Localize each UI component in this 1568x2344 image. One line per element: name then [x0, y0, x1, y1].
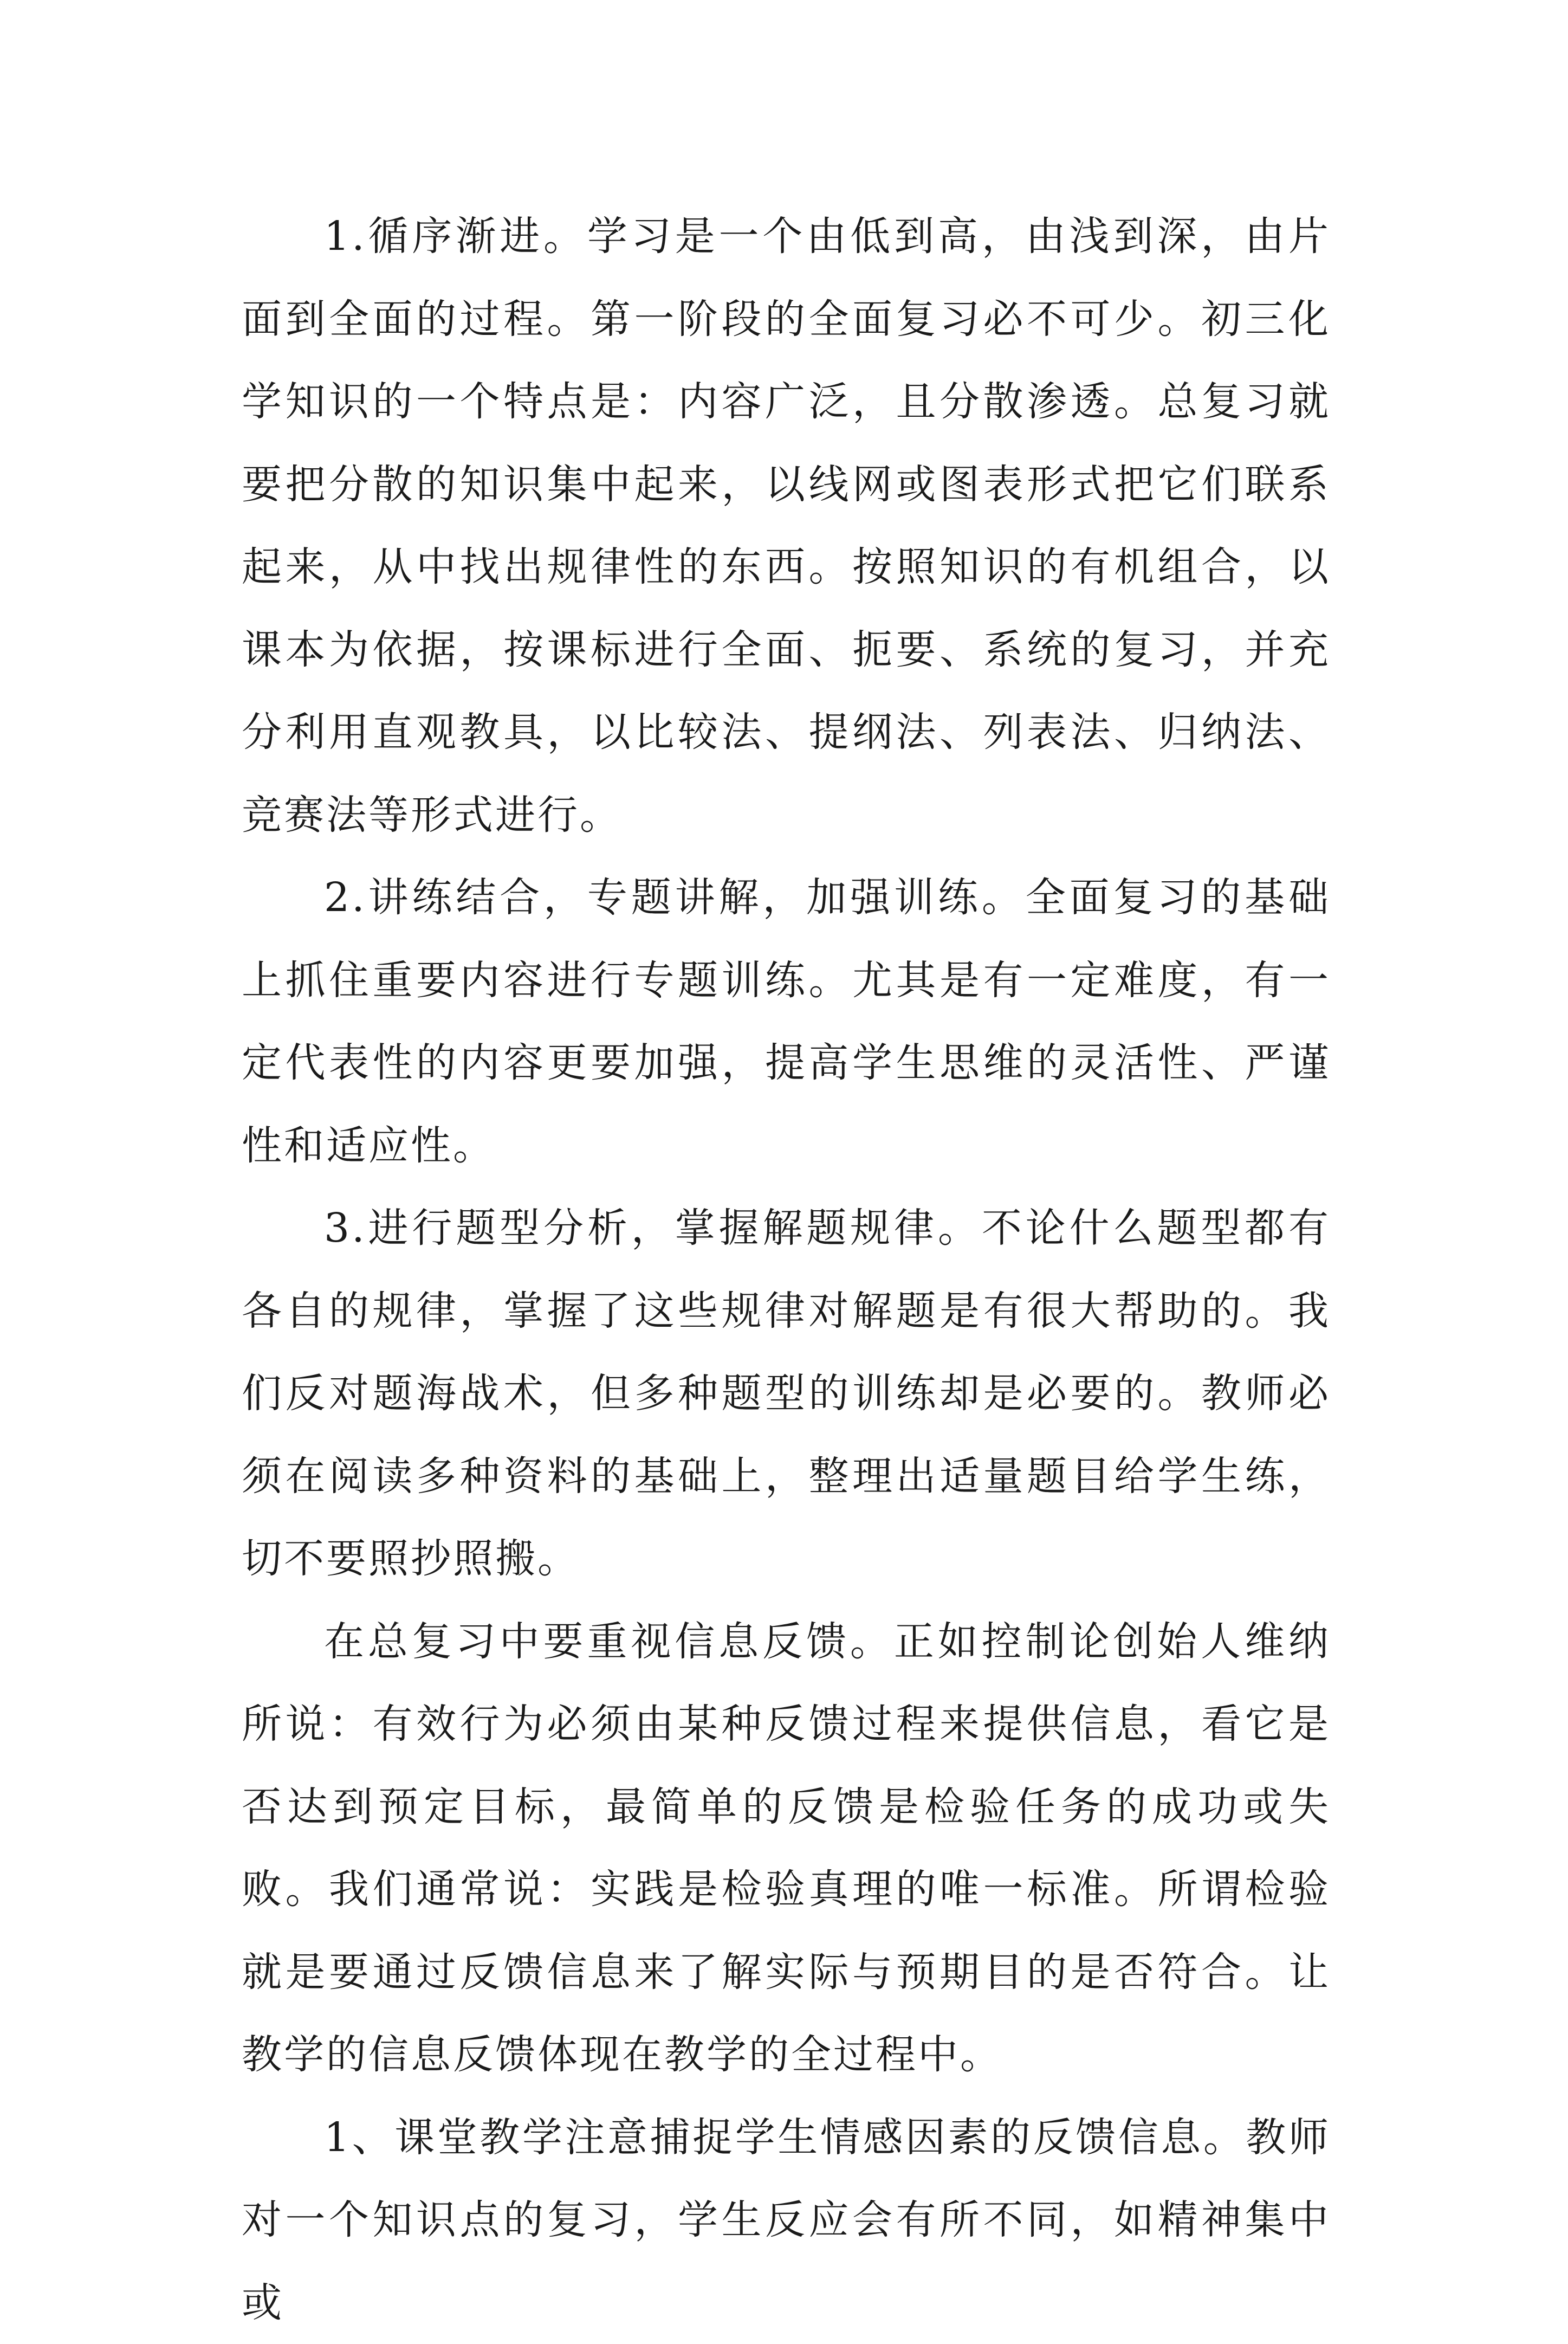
paragraph-question-type-analysis: 3.进行题型分析，掌握解题规律。不论什么题型都有各自的规律，掌握了这些规律对解题是有很大帮助的。我们反对题海战术，但多种题型的训练却是必要的。教师必须在阅读多种资料的基础上，整理出适量题目给学生练，切不要照抄照搬。 [242, 1187, 1331, 1600]
document-body [242, 195, 1331, 2344]
paragraph-classroom-feedback: 1、课堂教学注意捕捉学生情感因素的反馈信息。教师对一个知识点的复习，学生反应会有所不同，如精神集中或 [242, 2096, 1331, 2344]
paragraph-practice-combined: 2.讲练结合，专题讲解，加强训练。全面复习的基础上抓住重要内容进行专题训练。尤其是有一定难度，有一定代表性的内容更要加强，提高学生思维的灵活性、严谨性和适应性。 [242, 856, 1331, 1187]
paragraph-step-by-step: 1.循序渐进。学习是一个由低到高，由浅到深，由片面到全面的过程。第一阶段的全面复习必不可少。初三化学知识的一个特点是：内容广泛，且分散渗透。总复习就要把分散的知识集中起来，以线网或图表形式把它们联系起来，从中找出规律性的东西。按照知识的有机组合，以课本为依据，按课标进行全面、扼要、系统的复习，并充分利用直观教具，以比较法、提纲法、列表法、归纳法、竞赛法等形式进行。 [242, 195, 1331, 856]
paragraph-information-feedback: 在总复习中要重视信息反馈。正如控制论创始人维纳所说：有效行为必须由某种反馈过程来提供信息，看它是否达到预定目标，最简单的反馈是检验任务的成功或失败。我们通常说：实践是检验真理的唯一标准。所谓检验就是要通过反馈信息来了解实际与预期目的是否符合。让教学的信息反馈体现在教学的全过程中。 [242, 1600, 1331, 2096]
